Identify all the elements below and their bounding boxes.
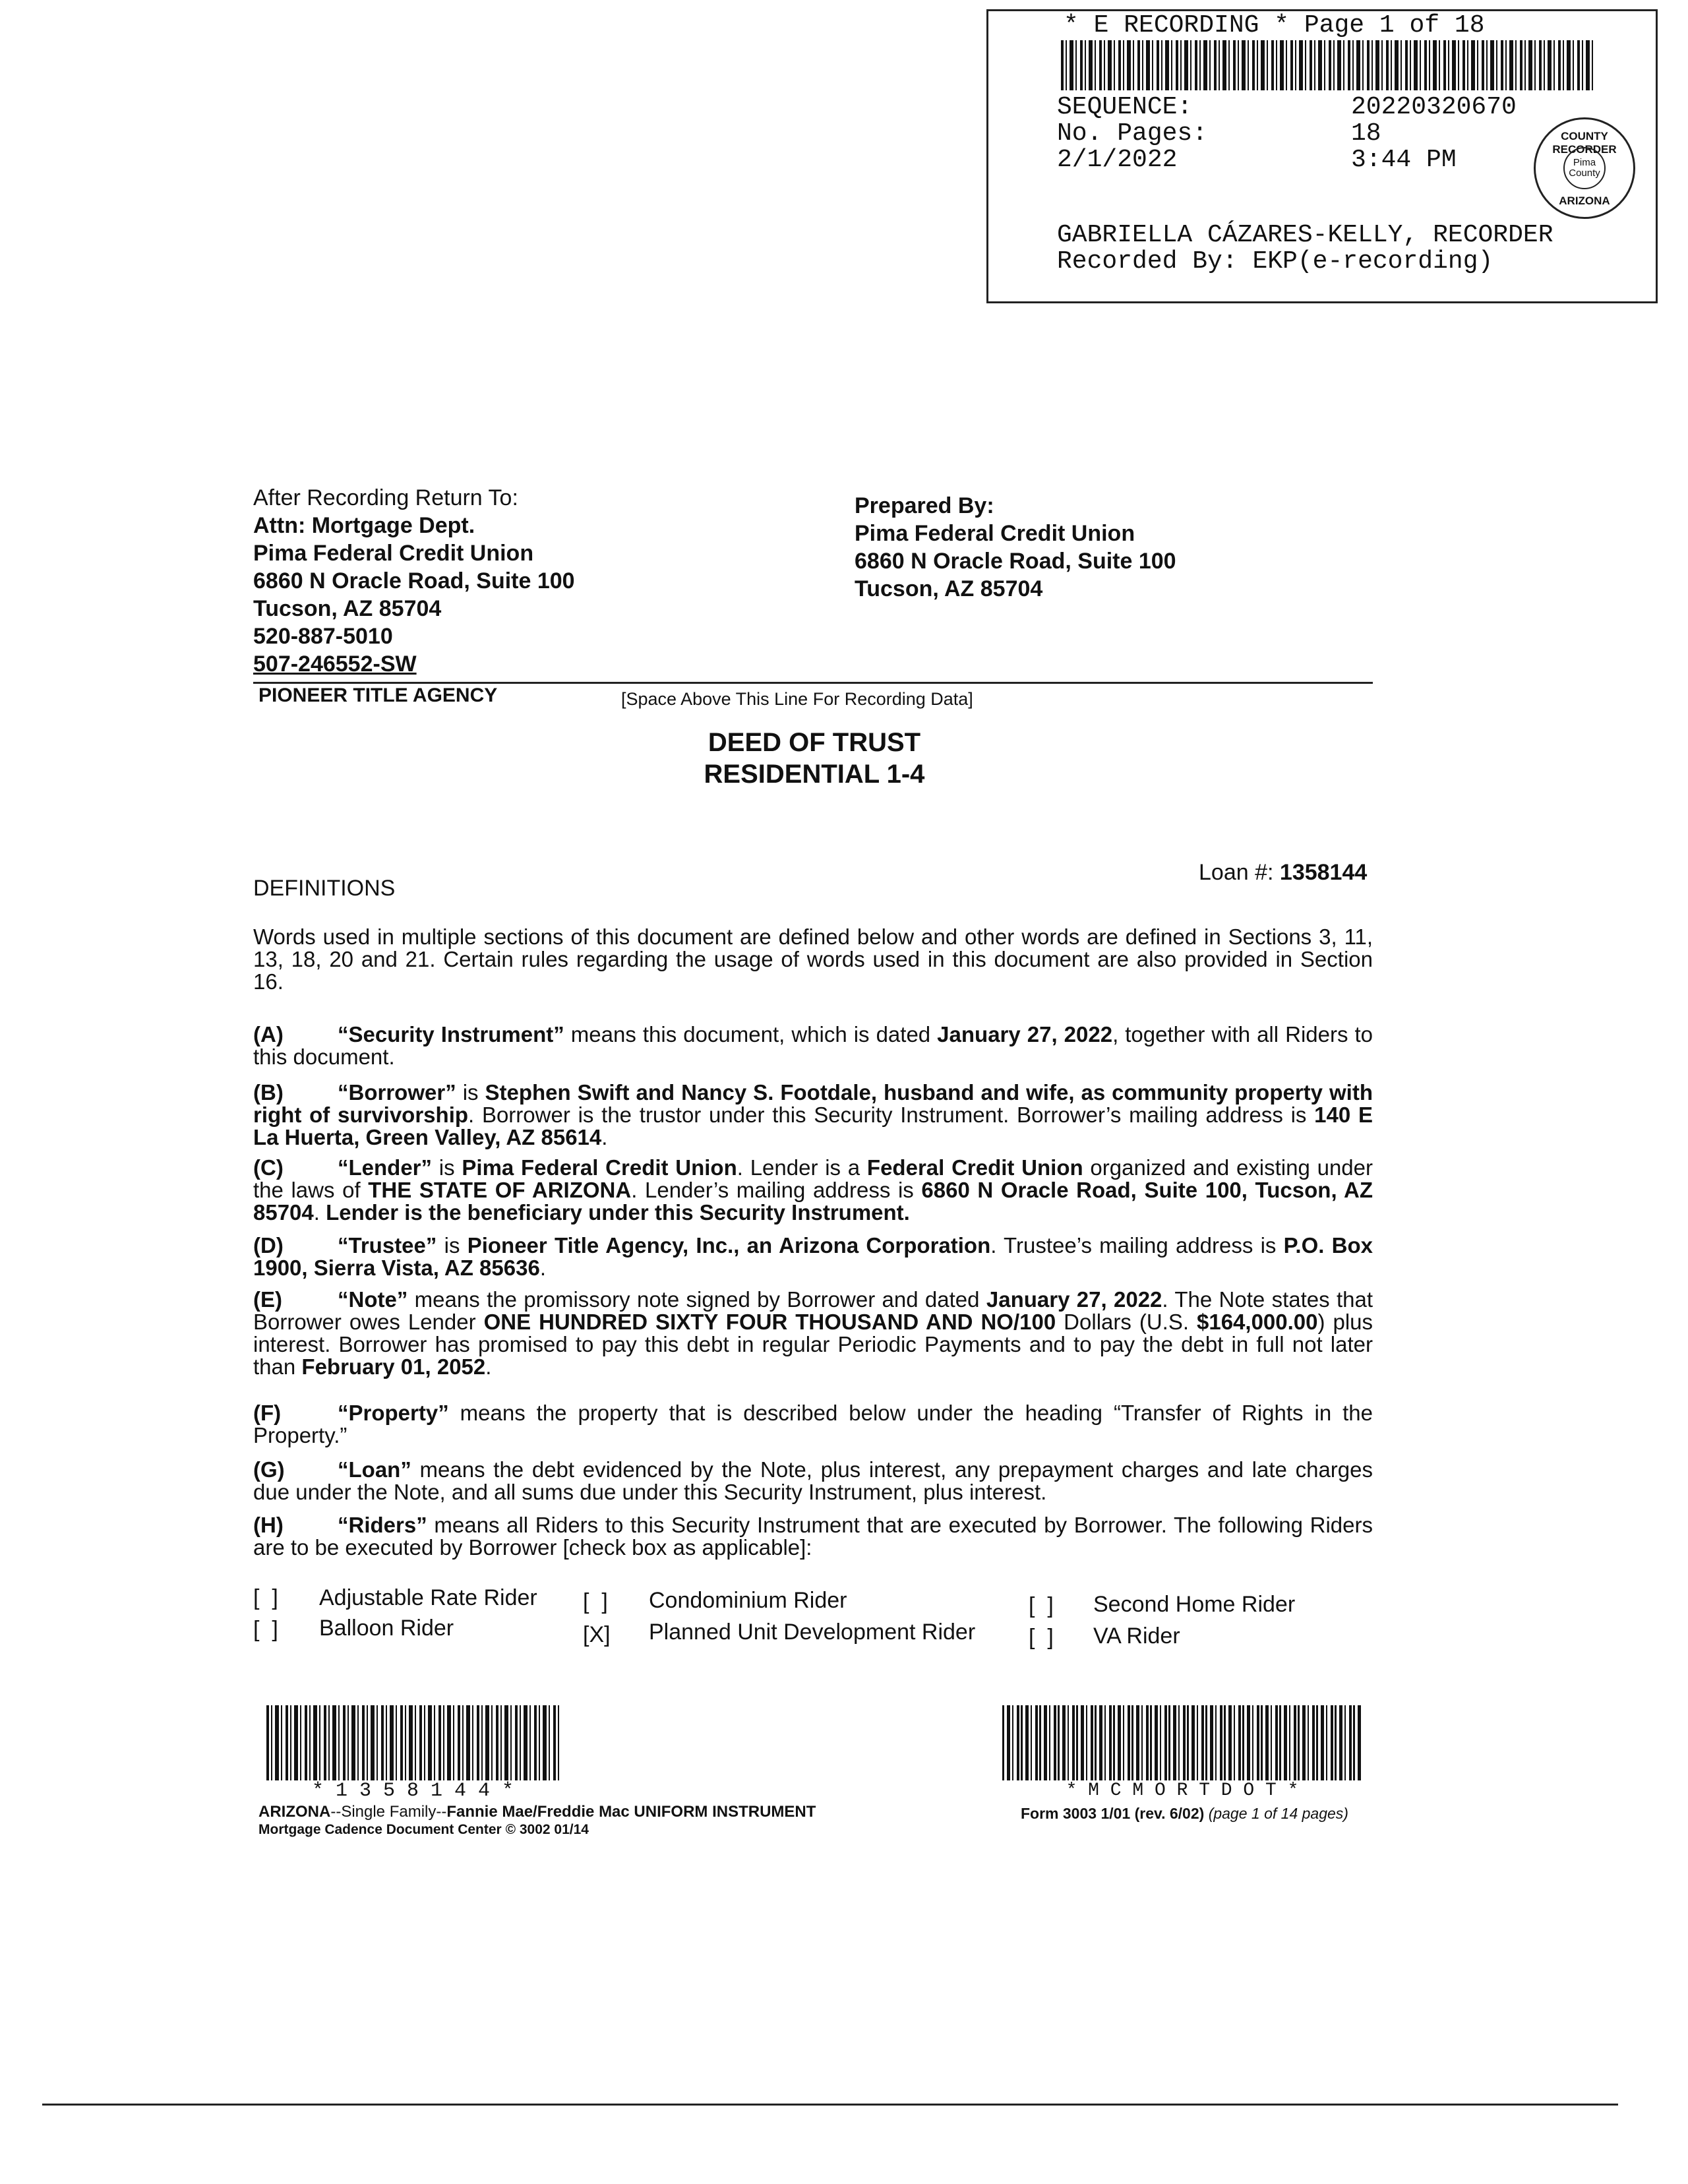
definition-a-term: “Security Instrument” — [338, 1022, 564, 1046]
definition-g: (G) “Loan” means the debt evidenced by the Note, plus interest, any prepayment charges and late charges due under the Note, and all sums due under this Security Instrument, plus interest. — [253, 1457, 1373, 1504]
definition-e-label: (E) — [253, 1287, 282, 1312]
return-to-name: Pima Federal Credit Union — [253, 541, 534, 566]
sequence-value: 20220320670 — [1351, 93, 1517, 121]
document-subtitle: RESIDENTIAL 1-4 — [704, 760, 925, 789]
return-to-label: After Recording Return To: — [253, 485, 518, 510]
rider-label-va: VA Rider — [1093, 1623, 1180, 1649]
definition-f-term: “Property” — [338, 1401, 449, 1425]
recording-barcode — [1061, 40, 1594, 90]
definition-e: (E) “Note” means the promissory note signed by Borrower and dated January 27, 2022. The Note states that Borrower owes Lender ONE HUNDRED SIXTY FOUR THOUSAND AND NO/100 Dollars (U.S. $164,000.00) plus interest. Borrower has promised to pay this debt in regular Periodic Payments and to pay the debt in full not later than February 01, 2052. — [253, 1287, 1373, 1379]
footer-instrument-line: ARIZONA--Single Family--Fannie Mae/Freddie Mac UNIFORM INSTRUMENT — [258, 1803, 816, 1821]
prepared-by-city: Tucson, AZ 85704 — [855, 576, 1043, 601]
definition-c-term: “Lender” — [338, 1155, 433, 1180]
loan-barcode — [266, 1705, 559, 1780]
form-barcode — [1002, 1705, 1362, 1780]
loan-number-block — [1199, 859, 1367, 886]
prepared-by-street: 6860 N Oracle Road, Suite 100 — [855, 549, 1176, 574]
form-barcode-text: * M C M O R T D O T * — [1066, 1780, 1299, 1801]
title-agency: PIONEER TITLE AGENCY — [258, 684, 498, 706]
definition-c-label: (C) — [253, 1155, 284, 1180]
seal-center-text: Pima County — [1563, 147, 1606, 189]
bottom-rule — [42, 2104, 1618, 2106]
file-number: 507-246552-SW — [253, 652, 417, 677]
space-above-note: [Space Above This Line For Recording Data] — [621, 689, 973, 709]
definition-b-label: (B) — [253, 1080, 284, 1105]
rider-label-second-home: Second Home Rider — [1093, 1592, 1296, 1617]
rider-label-pud: Planned Unit Development Rider — [649, 1620, 976, 1645]
definition-h-label: (H) — [253, 1513, 284, 1537]
county-seal — [1534, 117, 1635, 219]
pages-value: 18 — [1351, 119, 1381, 148]
rider-label-balloon: Balloon Rider — [319, 1616, 454, 1641]
definition-e-term: “Note” — [338, 1287, 408, 1312]
definition-d-term: “Trustee” — [338, 1233, 437, 1258]
recording-date: 2/1/2022 — [1057, 146, 1178, 174]
rider-checkbox-second-home: [ ] — [1029, 1593, 1054, 1618]
return-to-street: 6860 N Oracle Road, Suite 100 — [253, 568, 575, 593]
prepared-by-label: Prepared By: — [855, 493, 994, 518]
definition-c: (C) “Lender” is Pima Federal Credit Union. Lender is a Federal Credit Union organized and existing under the laws of THE STATE OF ARIZONA. Lender’s mailing address is 6860 N Oracle Road, Suite 100, Tucson, AZ 85704. Lender is the beneficiary under this Security Instrument. — [253, 1155, 1373, 1225]
recorded-by: Recorded By: EKP(e-recording) — [1057, 247, 1493, 276]
rider-checkbox-condominium: [ ] — [583, 1589, 608, 1614]
definition-g-label: (G) — [253, 1457, 285, 1482]
definition-h-term: “Riders” — [338, 1513, 427, 1537]
return-to-phone: 520-887-5010 — [253, 624, 393, 649]
rider-checkbox-balloon: [ ] — [253, 1617, 278, 1642]
return-to-block — [253, 484, 847, 678]
rider-checkbox-va: [ ] — [1029, 1625, 1054, 1650]
return-to-city: Tucson, AZ 85704 — [253, 596, 442, 621]
definition-a: (A) “Security Instrument” means this document, which is dated January 27, 2022, together with all Riders to this document. — [253, 1022, 1373, 1069]
pages-label: No. Pages: — [1057, 119, 1208, 148]
rider-label-adjustable: Adjustable Rate Rider — [319, 1585, 537, 1610]
document-title: DEED OF TRUST — [708, 728, 921, 757]
recorder-name: GABRIELLA CÁZARES-KELLY, RECORDER — [1057, 221, 1553, 249]
sequence-label: SEQUENCE: — [1057, 93, 1193, 121]
definition-f-label: (F) — [253, 1401, 282, 1425]
definition-h: (H) “Riders” means all Riders to this Security Instrument that are executed by Borrower. The following Riders are to be executed by Borrower [check box as applicable]: — [253, 1513, 1373, 1560]
definition-b-term: “Borrower” — [338, 1080, 456, 1105]
recording-header: * E RECORDING * Page 1 of 18 — [1064, 11, 1485, 40]
footer-doc-center: Mortgage Cadence Document Center © 3002 01/14 — [258, 1822, 589, 1837]
loan-label: Loan #: — [1199, 860, 1274, 885]
recording-time: 3:44 PM — [1351, 146, 1457, 174]
definition-f: (F) “Property” means the property that is described below under the heading “Transfer of Rights in the Property.” — [253, 1401, 1373, 1447]
rider-checkbox-pud: [X] — [583, 1622, 611, 1647]
definitions-intro: Words used in multiple sections of this document are defined below and other words are defined in Sections 3, 11, 13, 18, 20 and 21. Certain rules regarding the usage of words used in this document are also provided in Section 16. — [253, 925, 1373, 994]
definitions-heading: DEFINITIONS — [253, 876, 396, 901]
rider-label-condominium: Condominium Rider — [649, 1588, 847, 1613]
recording-data-line — [253, 682, 1373, 684]
definition-a-label: (A) — [253, 1022, 284, 1046]
definition-d-label: (D) — [253, 1233, 284, 1258]
loan-barcode-text: * 1 3 5 8 1 4 4 * — [311, 1780, 514, 1802]
footer-form-line: Form 3003 1/01 (rev. 6/02) (page 1 of 14 pages) — [1021, 1805, 1348, 1822]
rider-checkbox-adjustable: [ ] — [253, 1585, 278, 1610]
seal-bottom-text: ARIZONA — [1559, 195, 1610, 207]
prepared-by-block — [855, 492, 1448, 603]
definition-d: (D) “Trustee” is Pioneer Title Agency, Inc., an Arizona Corporation. Trustee’s mailing address is P.O. Box 1900, Sierra Vista, AZ 85636. — [253, 1233, 1373, 1280]
seal-top-text: COUNTY RECORDER — [1552, 130, 1617, 156]
definition-b: (B) “Borrower” is Stephen Swift and Nancy S. Footdale, husband and wife, as community property with right of survivorship. Borrower is the trustor under this Security Instrument. Borrower’s mailing address is 140 E La Huerta, Green Valley, AZ 85614. — [253, 1080, 1373, 1149]
footer-page-count: (page 1 of 14 pages) — [1208, 1805, 1348, 1822]
definition-g-term: “Loan” — [338, 1457, 411, 1482]
prepared-by-name: Pima Federal Credit Union — [855, 521, 1135, 546]
return-to-attn: Attn: Mortgage Dept. — [253, 513, 475, 538]
loan-number: 1358144 — [1279, 860, 1368, 885]
